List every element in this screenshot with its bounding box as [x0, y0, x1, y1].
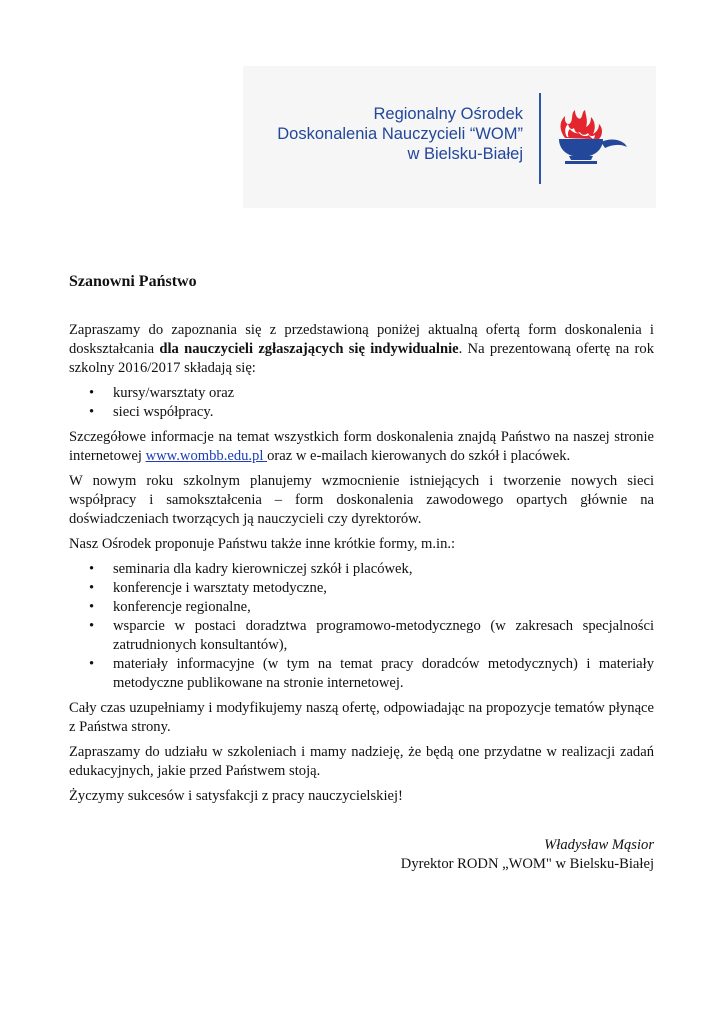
organization-name-line-1: Regionalny Ośrodek [373, 105, 523, 123]
intro-text-after: . Na prezentowaną ofertę na rok szkolny 2016/2017 składają się: [69, 341, 654, 376]
signer-name: Władysław Mąsior [544, 837, 654, 853]
organization-name-line-2: Doskonalenia Nauczycieli “WOM” [277, 125, 523, 143]
updates-paragraph: Cały czas uzupełniamy i modyfikujemy naszą ofertę, odpowiadając na propozycje tematów płynące z Państwa strony. [69, 700, 654, 735]
list-item: • kursy/warsztaty oraz [113, 384, 654, 403]
list-item: • konferencje i warsztaty metodyczne, [113, 579, 654, 598]
letterhead-divider [539, 93, 541, 184]
signature-block [69, 836, 654, 874]
signer-title: Dyrektor RODN „WOM" w Bielsku-Białej [400, 856, 654, 872]
offer-list [69, 384, 654, 422]
greeting: Szanowni Państwo [69, 273, 197, 290]
intro-emphasis: dla nauczycieli zgłaszających się indywidualnie [159, 341, 459, 357]
other-forms-list [69, 560, 654, 693]
intro-paragraph [69, 321, 654, 378]
wishes-paragraph: Życzymy sukcesów i satysfakcji z pracy nauczycielskiej! [69, 788, 403, 804]
list-item: • seminaria dla kadry kierowniczej szkół i placówek, [113, 560, 654, 579]
list-item: • sieci współpracy. [113, 403, 654, 422]
letter-body [69, 272, 654, 874]
other-forms-paragraph: Nasz Ośrodek proponuje Państwu także inne krótkie formy, m.in.: [69, 536, 456, 552]
list-item: • materiały informacyjne (w tym na temat pracy doradców metodycznych) i materiały metodyczne publikowane na stronie internetowej. [113, 655, 654, 693]
letterhead [243, 66, 656, 208]
organization-name-line-3: w Bielsku-Białej [407, 145, 523, 163]
flame-bowl-logo-icon [555, 108, 645, 168]
list-item: • konferencje regionalne, [113, 598, 654, 617]
invitation-paragraph: Zapraszamy do udziału w szkoleniach i mamy nadzieję, że będą one przydatne w realizacji zadań edukacyjnych, jakie przed Państwem stoją. [69, 744, 654, 779]
organization-name [277, 104, 523, 164]
plans-paragraph: W nowym roku szkolnym planujemy wzmocnienie istniejących i tworzenie nowych sieci współpracy i samokształcenia – form doskonalenia zawodowego opartych głównie na doświadczeniach tworzących ją nauczycieli czy dyrektorów. [69, 473, 654, 527]
details-text-before: Szczegółowe informacje na temat wszystkich form doskonalenia znajdą Państwo na naszej stronie internetowej [69, 429, 654, 464]
intro-text-before: Zapraszamy do zapoznania się z przedstawioną poniżej aktualną ofertą form doskonalenia i doskształcania [69, 322, 654, 357]
website-link[interactable]: www.wombb.edu.pl [145, 448, 268, 464]
details-paragraph [69, 428, 654, 466]
list-item: • wsparcie w postaci doradztwa programowo-metodycznego (w zakresach specjalności zatrudnionych konsultantów), [113, 617, 654, 655]
details-text-after: oraz w e-mailach kierowanych do szkół i placówek. [267, 448, 571, 464]
